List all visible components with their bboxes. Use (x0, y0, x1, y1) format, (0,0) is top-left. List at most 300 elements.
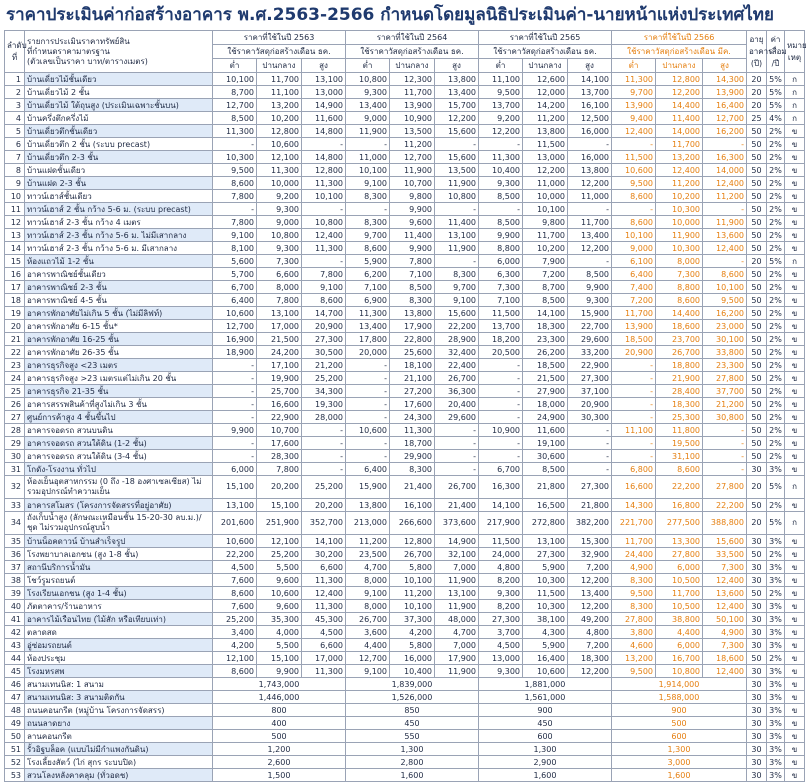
price-cell: 8,500 (213, 112, 257, 125)
price-cell: 13,400 (346, 320, 390, 333)
row-description: อาคารไม้เรือนไทย (ไม้สัก หรือเทียบเท่า) (25, 613, 213, 626)
row-number: 2 (5, 86, 25, 99)
row-depreciation: 2% (767, 125, 785, 138)
price-cell: 11,700 (656, 587, 703, 600)
price-cell: 14,700 (302, 307, 346, 320)
price-cell: 10,600 (213, 307, 257, 320)
row-description: บ้านแฝดชั้นเดียว (25, 164, 213, 177)
row-note: ก (785, 512, 805, 535)
price-cell: 17,000 (302, 652, 346, 665)
price-cell: 50,100 (703, 613, 747, 626)
row-description: อาคารสรรพสินค้าที่สูงไม่เกิน 3 ชั้น (25, 398, 213, 411)
price-cell: 11,000 (568, 190, 612, 203)
price-cell: 18,300 (656, 398, 703, 411)
price-cell-merged: 1,200 (213, 743, 346, 756)
price-cell: 8,800 (656, 281, 703, 294)
row-age: 50 (747, 125, 767, 138)
price-cell: 9,900 (479, 229, 523, 242)
row-note: ข (785, 626, 805, 639)
table-row (5, 512, 805, 535)
price-cell: 13,400 (568, 587, 612, 600)
price-cell: 14,000 (656, 125, 703, 138)
row-depreciation: 3% (767, 678, 785, 691)
price-cell: 13,100 (257, 307, 302, 320)
price-cell: 11,700 (257, 73, 302, 86)
row-description: ถังเก็บน้ำสูง (ลักษณะเหมือนชั้น 15-20-30 ลบ.ม.)/ ชุด ไม่รวมอุปกรณ์สูบน้ำ (25, 512, 213, 535)
row-description: โกดัง-โรงงาน ทั่วไป (25, 463, 213, 476)
price-cell: 12,100 (213, 652, 257, 665)
price-cell: 17,000 (257, 320, 302, 333)
row-depreciation: 5% (767, 73, 785, 86)
price-cell: 12,200 (435, 112, 479, 125)
price-cell: 13,400 (568, 229, 612, 242)
price-cell: 17,800 (346, 333, 390, 346)
price-cell: 5,500 (257, 639, 302, 652)
price-cell: - (302, 203, 346, 216)
price-cell: - (435, 437, 479, 450)
table-row (5, 463, 805, 476)
price-cell: 8,100 (213, 242, 257, 255)
price-cell-merged: 1,446,000 (213, 691, 346, 704)
table-row (5, 717, 805, 730)
price-cell: 26,700 (656, 346, 703, 359)
row-age: 50 (747, 177, 767, 190)
price-cell: 11,200 (656, 177, 703, 190)
row-depreciation: 3% (767, 717, 785, 730)
row-depreciation: 3% (767, 463, 785, 476)
row-depreciation: 5% (767, 255, 785, 268)
row-number: 44 (5, 652, 25, 665)
price-cell: - (703, 255, 747, 268)
table-row (5, 730, 805, 743)
price-cell: 13,100 (302, 73, 346, 86)
price-cell: 22,200 (213, 548, 257, 561)
table-row (5, 281, 805, 294)
price-cell: - (703, 424, 747, 437)
price-cell: 15,900 (346, 476, 390, 499)
price-cell: 21,800 (568, 499, 612, 512)
row-age: 30 (747, 561, 767, 574)
price-cell: 28,400 (656, 385, 703, 398)
price-cell: 6,000 (656, 639, 703, 652)
price-cell: 30,200 (302, 548, 346, 561)
price-cell: 9,900 (390, 242, 435, 255)
price-cell: 10,600 (257, 587, 302, 600)
price-cell: 15,600 (435, 151, 479, 164)
price-cell: 25,600 (390, 346, 435, 359)
price-cell: 11,200 (523, 112, 568, 125)
price-cell: - (346, 359, 390, 372)
price-cell: 20,200 (257, 476, 302, 499)
price-cell: 32,400 (435, 346, 479, 359)
row-note: ข (785, 756, 805, 769)
price-cell: - (612, 203, 656, 216)
row-number: 50 (5, 730, 25, 743)
price-cell: 12,700 (703, 112, 747, 125)
table-row (5, 743, 805, 756)
price-cell: 10,000 (257, 177, 302, 190)
price-cell: 11,300 (302, 242, 346, 255)
price-cell: 3,700 (479, 626, 523, 639)
price-cell: 4,500 (479, 639, 523, 652)
price-cell: - (346, 450, 390, 463)
row-age: 50 (747, 333, 767, 346)
price-cell: 26,700 (435, 372, 479, 385)
price-cell: 11,300 (302, 600, 346, 613)
price-cell: 16,000 (568, 151, 612, 164)
price-cell: 19,300 (302, 398, 346, 411)
price-cell: 14,300 (703, 73, 747, 86)
table-row (5, 691, 805, 704)
header-dep-1: ค่า (770, 34, 781, 44)
row-age: 30 (747, 463, 767, 476)
price-cell: 11,300 (302, 665, 346, 678)
row-description: โรงมหรสพ (25, 665, 213, 678)
price-cell: 13,800 (390, 307, 435, 320)
price-cell: 16,900 (213, 333, 257, 346)
price-cell: 23,500 (346, 548, 390, 561)
price-cell: 11,500 (523, 587, 568, 600)
table-row (5, 138, 805, 151)
price-cell: 12,300 (390, 73, 435, 86)
price-cell: 11,900 (435, 242, 479, 255)
table-row (5, 704, 805, 717)
row-note: ข (785, 242, 805, 255)
header-mid-2566: ปานกลาง (656, 59, 703, 73)
row-depreciation: 5% (767, 99, 785, 112)
price-cell: 5,900 (346, 255, 390, 268)
price-cell: 33,500 (703, 548, 747, 561)
row-description: อู่ซ่อมรถยนต์ (25, 639, 213, 652)
table-row (5, 587, 805, 600)
price-cell: 8,800 (479, 242, 523, 255)
price-cell: 8,500 (568, 268, 612, 281)
row-age: 50 (747, 385, 767, 398)
price-cell: 13,700 (479, 99, 523, 112)
price-cell: 266,600 (390, 512, 435, 535)
row-number: 25 (5, 385, 25, 398)
price-cell: 11,000 (523, 177, 568, 190)
price-cell: 27,800 (612, 613, 656, 626)
price-cell: - (302, 437, 346, 450)
price-cell: - (479, 437, 523, 450)
price-cell: 21,100 (390, 372, 435, 385)
price-cell: 213,000 (346, 512, 390, 535)
price-cell: 12,200 (568, 665, 612, 678)
price-cell: - (346, 411, 390, 424)
price-cell: 18,600 (656, 320, 703, 333)
price-cell: 11,300 (257, 164, 302, 177)
row-number: 11 (5, 203, 25, 216)
row-note: ข (785, 203, 805, 216)
price-cell: 7,300 (479, 281, 523, 294)
price-cell: 11,000 (346, 151, 390, 164)
price-cell: 13,100 (213, 499, 257, 512)
price-cell: 8,300 (390, 463, 435, 476)
price-cell: 14,000 (703, 164, 747, 177)
price-cell: 7,300 (656, 268, 703, 281)
price-cell: 31,100 (656, 450, 703, 463)
price-cell: 27,300 (302, 333, 346, 346)
row-description: ตลาดสด (25, 626, 213, 639)
row-depreciation: 5% (767, 512, 785, 535)
price-cell: 10,600 (257, 138, 302, 151)
table-row (5, 665, 805, 678)
price-cell: 14,900 (302, 99, 346, 112)
price-cell: 26,700 (390, 548, 435, 561)
price-cell: 11,800 (656, 424, 703, 437)
price-cell: 23,000 (703, 320, 747, 333)
price-cell: 8,200 (479, 600, 523, 613)
price-cell: 27,900 (523, 385, 568, 398)
price-cell: 16,000 (568, 125, 612, 138)
table-row (5, 164, 805, 177)
price-cell: 22,200 (656, 476, 703, 499)
price-cell: 9,700 (435, 281, 479, 294)
row-age: 50 (747, 151, 767, 164)
price-cell-merged: 1,600 (346, 769, 479, 782)
row-note: ข (785, 268, 805, 281)
row-number: 10 (5, 190, 25, 203)
table-row (5, 307, 805, 320)
price-cell: 12,400 (703, 242, 747, 255)
table-row (5, 255, 805, 268)
row-note: ข (785, 652, 805, 665)
price-cell: 14,100 (523, 307, 568, 320)
price-cell: 11,700 (568, 216, 612, 229)
price-cell: 25,200 (302, 476, 346, 499)
price-cell: 11,300 (302, 177, 346, 190)
row-note: ข (785, 359, 805, 372)
header-note (785, 31, 805, 73)
price-cell: 10,900 (390, 112, 435, 125)
price-cell: 18,800 (656, 359, 703, 372)
row-description: อาคารพักอาศัย 16-25 ชั้น (25, 333, 213, 346)
row-description: อาคารพาณิชย์ 2-3 ชั้น (25, 281, 213, 294)
price-cell: 8,300 (612, 574, 656, 587)
price-cell: 27,300 (479, 613, 523, 626)
table-row (5, 626, 805, 639)
price-cell: 12,800 (656, 73, 703, 86)
price-cell: 13,400 (435, 86, 479, 99)
price-cell: 8,000 (346, 600, 390, 613)
price-cell: 19,900 (257, 372, 302, 385)
price-cell: 13,500 (390, 125, 435, 138)
price-table (4, 30, 805, 782)
price-cell-merged: 1,526,000 (346, 691, 479, 704)
row-depreciation: 3% (767, 535, 785, 548)
price-cell: 251,900 (257, 512, 302, 535)
header-age-3: (ปี) (750, 58, 763, 68)
row-description: ห้องประชุม (25, 652, 213, 665)
price-cell: 9,900 (390, 203, 435, 216)
price-cell: 27,300 (523, 548, 568, 561)
row-description: บ้านครึ่งตึกครึ่งไม้ (25, 112, 213, 125)
header-sub-2564: ใช้ราคาวัสดุก่อสร้างเดือน ธค. (346, 45, 479, 59)
price-cell: 13,900 (703, 86, 747, 99)
price-cell: - (435, 138, 479, 151)
price-cell: 10,600 (612, 164, 656, 177)
price-cell: 10,100 (390, 600, 435, 613)
price-cell: 18,300 (568, 652, 612, 665)
row-depreciation: 2% (767, 398, 785, 411)
price-cell: 9,300 (479, 665, 523, 678)
price-cell: 22,400 (435, 359, 479, 372)
price-cell: 10,400 (390, 665, 435, 678)
price-cell: 4,700 (346, 561, 390, 574)
price-cell: 15,600 (435, 125, 479, 138)
row-age: 30 (747, 535, 767, 548)
price-cell: 24,900 (523, 411, 568, 424)
row-note: ข (785, 138, 805, 151)
row-age: 50 (747, 359, 767, 372)
row-number: 53 (5, 769, 25, 782)
price-cell: 8,600 (302, 294, 346, 307)
price-cell: - (213, 411, 257, 424)
price-cell: 7,200 (523, 268, 568, 281)
row-note: ข (785, 587, 805, 600)
row-depreciation: 2% (767, 151, 785, 164)
price-cell: - (479, 138, 523, 151)
row-depreciation: 2% (767, 437, 785, 450)
price-cell: 10,100 (302, 190, 346, 203)
table-row (5, 242, 805, 255)
price-cell: - (213, 450, 257, 463)
row-depreciation: 5% (767, 86, 785, 99)
row-age: 50 (747, 190, 767, 203)
row-note: ข (785, 437, 805, 450)
price-cell-merged: 1,500 (213, 769, 346, 782)
price-cell: 11,400 (390, 229, 435, 242)
row-number: 34 (5, 512, 25, 535)
price-cell: 10,800 (302, 216, 346, 229)
row-description: บ้านเดี่ยวตึก 2 ชั้น (ระบบ precast) (25, 138, 213, 151)
price-cell-merged: 3,000 (612, 756, 747, 769)
price-cell: 5,900 (523, 561, 568, 574)
price-cell: 9,300 (479, 177, 523, 190)
price-cell: 10,300 (523, 574, 568, 587)
price-cell-merged: 500 (213, 730, 346, 743)
header-low-2564: ต่ำ (346, 59, 390, 73)
row-number: 9 (5, 177, 25, 190)
price-cell: 11,200 (346, 535, 390, 548)
price-cell: 10,200 (523, 242, 568, 255)
header-low-2566: ต่ำ (612, 59, 656, 73)
price-cell: 8,600 (346, 242, 390, 255)
table-row (5, 476, 805, 499)
price-cell: 37,700 (703, 385, 747, 398)
row-description: ทาวน์เฮาส์ 2-3 ชั้น กว้าง 5-6 ม. มีเสากลาง (25, 242, 213, 255)
price-cell: 8,700 (213, 86, 257, 99)
price-cell: 10,600 (523, 665, 568, 678)
price-cell: - (479, 385, 523, 398)
table-row (5, 535, 805, 548)
price-cell: 8,300 (612, 600, 656, 613)
price-cell: 12,400 (302, 587, 346, 600)
price-cell: 10,300 (213, 151, 257, 164)
row-number: 20 (5, 320, 25, 333)
row-age: 30 (747, 691, 767, 704)
price-cell-merged: 1,881,000 (479, 678, 612, 691)
price-cell: 10,300 (656, 242, 703, 255)
price-cell: 6,200 (346, 268, 390, 281)
price-cell: 6,000 (656, 561, 703, 574)
price-cell: 28,900 (435, 333, 479, 346)
row-age: 30 (747, 574, 767, 587)
price-cell: 28,000 (302, 411, 346, 424)
price-cell: 9,500 (703, 294, 747, 307)
price-cell: 11,900 (435, 177, 479, 190)
table-row (5, 499, 805, 512)
row-age: 20 (747, 86, 767, 99)
row-description: อาคารพักอาศัย 6-15 ชั้น* (25, 320, 213, 333)
price-cell: 8,500 (479, 190, 523, 203)
row-number: 7 (5, 151, 25, 164)
row-depreciation: 2% (767, 333, 785, 346)
price-cell: 9,800 (390, 190, 435, 203)
row-description: บ้านแฝด 2-3 ชั้น (25, 177, 213, 190)
row-depreciation: 2% (767, 359, 785, 372)
row-depreciation: 2% (767, 190, 785, 203)
price-cell: 11,100 (257, 86, 302, 99)
price-cell: 9,600 (257, 574, 302, 587)
row-description: โรงเรียนเอกชน (สูง 1-4 ชั้น) (25, 587, 213, 600)
price-cell: 13,800 (346, 499, 390, 512)
row-number: 36 (5, 548, 25, 561)
table-row (5, 652, 805, 665)
price-cell: 8,300 (390, 294, 435, 307)
price-cell: 11,400 (656, 112, 703, 125)
price-cell: 7,300 (257, 255, 302, 268)
price-cell: 12,200 (568, 574, 612, 587)
row-age: 50 (747, 203, 767, 216)
price-cell: - (479, 372, 523, 385)
row-number: 16 (5, 268, 25, 281)
row-age: 50 (747, 216, 767, 229)
price-cell-merged: 1,743,000 (213, 678, 346, 691)
price-cell: 28,300 (257, 450, 302, 463)
row-number: 45 (5, 665, 25, 678)
price-cell: 11,700 (523, 229, 568, 242)
row-description: อาคารจอดรถ สวนใต้ดิน (3-4 ชั้น) (25, 450, 213, 463)
price-cell-merged: 1,914,000 (612, 678, 747, 691)
header-year-2566: ราคาที่ใช้ในปี 2566 (612, 31, 747, 45)
row-number: 49 (5, 717, 25, 730)
header-mid-2565: ปานกลาง (523, 59, 568, 73)
price-cell: 7,200 (568, 561, 612, 574)
table-row (5, 574, 805, 587)
row-note: ข (785, 424, 805, 437)
price-cell: 30,800 (703, 411, 747, 424)
row-description: สนามเทนนิส: 1 สนาม (25, 678, 213, 691)
row-age: 20 (747, 476, 767, 499)
row-note: ก (785, 112, 805, 125)
price-cell: 11,500 (523, 138, 568, 151)
price-cell: 7,100 (390, 268, 435, 281)
price-cell: - (703, 203, 747, 216)
price-cell: 18,600 (703, 652, 747, 665)
price-cell: 20,400 (435, 398, 479, 411)
row-depreciation: 2% (767, 372, 785, 385)
header-mid-2563: ปานกลาง (257, 59, 302, 73)
price-cell: 12,700 (390, 151, 435, 164)
price-cell: 9,300 (257, 203, 302, 216)
price-cell: 10,000 (523, 190, 568, 203)
table-row (5, 333, 805, 346)
price-cell: 8,600 (612, 190, 656, 203)
row-note: ข (785, 372, 805, 385)
price-cell: 23,700 (656, 333, 703, 346)
